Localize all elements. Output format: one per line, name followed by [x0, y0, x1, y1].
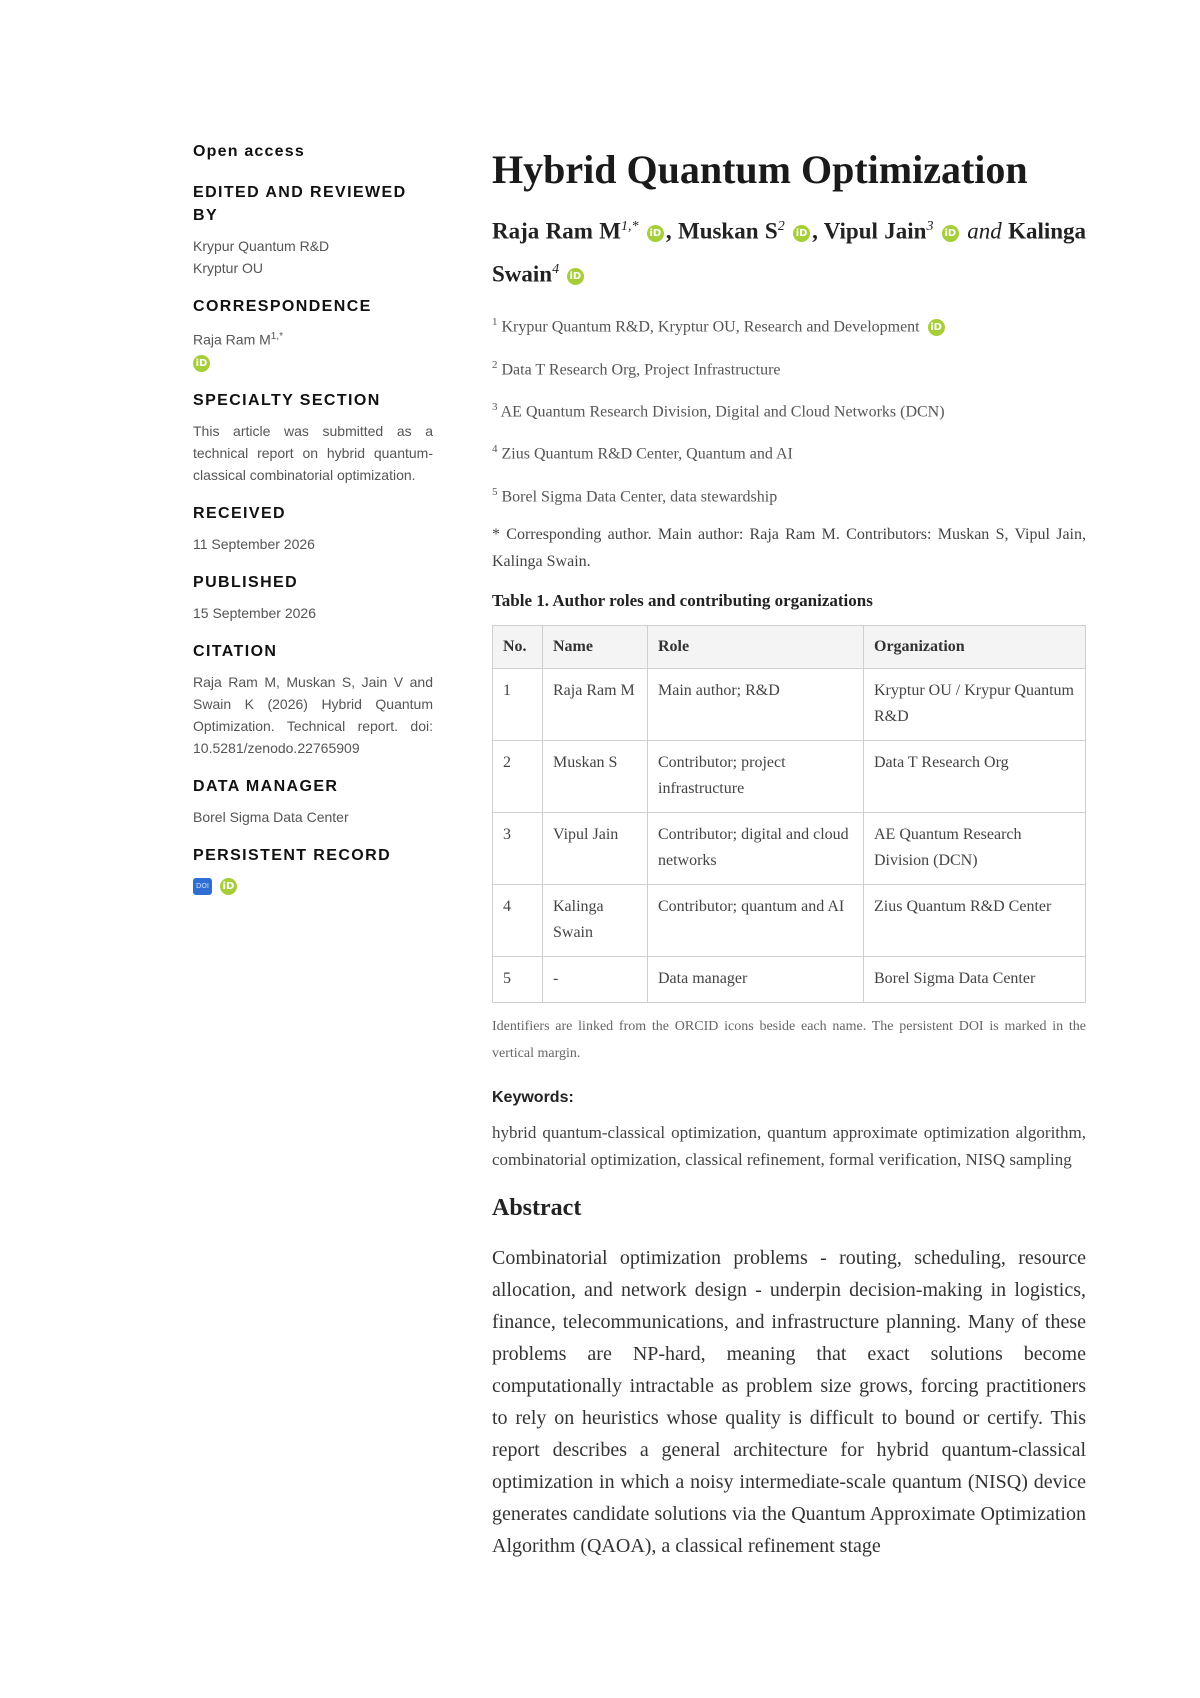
- orcid-icon[interactable]: iD: [193, 355, 210, 372]
- table-row: [493, 884, 1086, 956]
- affiliation-item: [492, 438, 1086, 465]
- table-header-row: [493, 625, 1086, 668]
- affiliation-sup: 2: [492, 358, 498, 371]
- editor-org: Krypur Quantum R&D: [193, 238, 330, 254]
- table-row: [493, 956, 1086, 1002]
- author-sup: 3: [926, 219, 934, 234]
- abstract-heading: Abstract: [492, 1194, 582, 1221]
- doi-icon[interactable]: DOI: [193, 878, 212, 895]
- correspondence-name: Raja Ram M: [193, 331, 271, 348]
- corresponding-note: * Corresponding author. Main author: Raja Ram M. Contributors: Muskan S, Vipul Jain, Kalinga Swain.: [492, 525, 1086, 570]
- table-cell: 2: [493, 740, 543, 812]
- affiliation-text: Zius Quantum R&D Center, Quantum and AI: [501, 445, 793, 463]
- table-cell: Main author; R&D: [648, 668, 864, 740]
- table-cell: Borel Sigma Data Center: [864, 956, 1086, 1002]
- table-cell: AE Quantum Research Division (DCN): [864, 812, 1086, 884]
- editor-company: Kryptur OU: [193, 260, 264, 276]
- author-list: Raja Ram $M^{1,*}$ iD , Muskan $S^2$ iD , Vipul Jain$^3$ iD and Kalinga Swain$^4$ iD: [492, 218, 1087, 287]
- table-cell: Data T Research Org: [864, 740, 1086, 812]
- affiliation-text: AE Quantum Research Division, Digital and Cloud Networks (DCN): [500, 403, 945, 421]
- published-date: 15 September 2026: [193, 604, 316, 621]
- specialty-text: This article was submitted as a technical report on hybrid quantum-classical combinatorial optimization.: [193, 422, 433, 483]
- orcid-icon[interactable]: iD: [942, 225, 959, 242]
- table-cell: Contributor; project infrastructure: [648, 740, 864, 812]
- table-cell: Vipul Jain: [543, 812, 648, 884]
- table-cell: Kalinga Swain: [543, 884, 648, 956]
- table-cell: Raja Ram M: [543, 668, 648, 740]
- affiliation-item: [492, 311, 1086, 338]
- correspondence-info: [193, 326, 433, 373]
- affiliation-text: Krypur Quantum R&D, Kryptur OU, Research and Development: [501, 318, 920, 336]
- affiliation-list: [492, 311, 1086, 508]
- received-date: 11 September 2026: [193, 535, 315, 552]
- author-name: Vipul Jain: [823, 218, 927, 244]
- affiliation-text: Data T Research Org, Project Infrastructure: [501, 360, 781, 378]
- table-header-cell: Role: [648, 625, 864, 668]
- affiliation-text: Borel Sigma Data Center, data stewardship: [501, 487, 778, 505]
- table-cell: Contributor; digital and cloud networks: [648, 812, 864, 884]
- table-header-cell: No.: [493, 625, 543, 668]
- affiliation-sup: 4: [492, 443, 498, 456]
- affiliation-sup: 1: [492, 316, 498, 329]
- table-caption: Table 1. Author roles and contributing organizations: [492, 590, 873, 610]
- affiliation-item: [492, 354, 1086, 381]
- orcid-icon[interactable]: iD: [928, 319, 945, 336]
- table-row: [493, 812, 1086, 884]
- table-cell: Data manager: [648, 956, 864, 1002]
- data-manager-name: Borel Sigma Data Center: [193, 808, 349, 825]
- abstract-text: Combinatorial optimization problems - routing, scheduling, resource allocation, and network design - underpin decision-making in logistics, finance, telecommunications, and infrastructure planning. Many of these problems are NP-hard, meaning that exact solutions become computationally intractable as problem size grows, forcing practitioners to rely on heuristics whose quality is difficult to bound or certify. This report describes a general architecture for hybrid quantum-classical optimization in which a noisy intermediate-scale quantum (NISQ) device generates candidate solutions via the Quantum Approximate Optimization Algorithm (QAOA), a classical refinement stage: [492, 1246, 1086, 1557]
- received-heading: RECEIVED: [193, 504, 286, 522]
- table-cell: 5: [493, 956, 543, 1002]
- author-name: Kalinga Swain: [492, 218, 1087, 287]
- correspondence-heading: CORRESPONDENCE: [193, 298, 372, 315]
- article-sidebar: [193, 140, 433, 913]
- open-access-label: Open access: [193, 143, 305, 160]
- keywords-text: hybrid quantum-classical optimization, quantum approximate optimization algorithm, combinatorial optimization, classical refinement, formal verification, NISQ sampling: [492, 1122, 1086, 1169]
- article-main: [492, 140, 1086, 1562]
- citation-text: Raja Ram M, Muskan S, Jain V and Swain K (2026) Hybrid Quantum Optimization. Technical report. doi: 10.5281/zenodo.22765909: [193, 673, 433, 756]
- author-sup: 4: [552, 261, 560, 277]
- orcid-icon[interactable]: iD: [567, 268, 584, 285]
- table-row: [493, 740, 1086, 812]
- author-sup: 1,*: [620, 219, 639, 234]
- published-heading: PUBLISHED: [193, 573, 299, 591]
- table-header-cell: Organization: [864, 625, 1086, 668]
- table-cell: Contributor; quantum and AI: [648, 884, 864, 956]
- affiliation-sup: 3: [492, 400, 498, 413]
- author-sup: 2: [777, 219, 785, 234]
- table-header-cell: Name: [543, 625, 648, 668]
- affiliation-item: [492, 481, 1086, 508]
- author-name: Raja Ram M: [492, 218, 621, 244]
- and-word: and: [967, 218, 1002, 244]
- correspondence-sup: 1,*: [270, 331, 284, 342]
- table-note: Identifiers are linked from the ORCID icons beside each name. The persistent DOI is marked in the vertical margin.: [492, 1018, 1086, 1061]
- affiliation-sup: 5: [492, 485, 498, 498]
- table-cell: -: [543, 956, 648, 1002]
- orcid-icon[interactable]: iD: [793, 225, 810, 242]
- specialty-heading: SPECIALTY SECTION: [193, 391, 381, 409]
- table-cell: 4: [493, 884, 543, 956]
- author-name: Muskan S: [677, 218, 778, 244]
- orcid-icon[interactable]: iD: [220, 878, 237, 895]
- table-row: [493, 668, 1086, 740]
- keywords-heading: Keywords:: [492, 1088, 574, 1106]
- author-roles-table: [492, 625, 1086, 1003]
- data-manager-heading: DATA MANAGER: [193, 777, 339, 795]
- table-cell: Muskan S: [543, 740, 648, 812]
- orcid-icon[interactable]: iD: [647, 225, 664, 242]
- citation-heading: CITATION: [193, 642, 278, 660]
- table-cell: 3: [493, 812, 543, 884]
- persistent-record-heading: PERSISTENT RECORD: [193, 846, 392, 864]
- editor-info: [193, 235, 433, 279]
- edited-heading: EDITED AND REVIEWED BY: [193, 184, 407, 224]
- table-cell: 1: [493, 668, 543, 740]
- affiliation-item: [492, 396, 1086, 423]
- table-cell: Kryptur OU / Krypur Quantum R&D: [864, 668, 1086, 740]
- table-cell: Zius Quantum R&D Center: [864, 884, 1086, 956]
- persistent-record-icons: [193, 875, 433, 897]
- paper-title: Hybrid Quantum Optimization: [492, 147, 1028, 192]
